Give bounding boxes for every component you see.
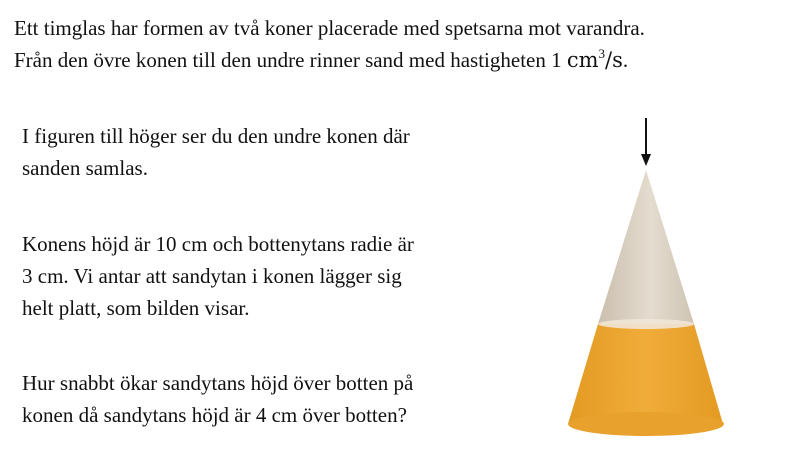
p3-line-1: Hur snabbt ökar sandytans höjd över botten på [22, 371, 414, 395]
p1-line-1: I figuren till höger ser du den undre konen där [22, 124, 410, 148]
cone-empty-part [598, 170, 694, 324]
p2-line-3: helt platt, som bilden visar. [22, 296, 250, 320]
cone-figure [548, 112, 748, 448]
rate-exponent: 3 [598, 46, 606, 61]
paragraph-question [22, 367, 522, 431]
p1-line-2: sanden samlas. [22, 156, 148, 180]
cone-base [568, 412, 724, 436]
paragraph-figure-description [22, 120, 522, 184]
intro-line-2 [14, 44, 794, 79]
p2-line-1: Konens höjd är 10 cm och bottenytans radie är [22, 232, 414, 256]
paragraph-cone-dimensions [22, 228, 522, 324]
flow-arrow-head [641, 154, 651, 166]
sand-surface [598, 319, 694, 329]
p2-line-2: 3 cm. Vi antar att sandytan i konen lägger sig [22, 264, 402, 288]
intro-line-1: Ett timglas har formen av två koner placerade med spetsarna mot varandra. [14, 16, 645, 40]
problem-intro [14, 12, 794, 79]
rate-unit: cm [566, 48, 599, 72]
p3-line-2: konen då sandytans höjd är 4 cm över botten? [22, 403, 407, 427]
intro-line-2-text: Från den övre konen till den undre rinner sand med hastigheten [14, 48, 546, 72]
rate-per: /s [605, 48, 623, 72]
cone-svg [548, 112, 748, 448]
rate-value: 1 [551, 48, 562, 72]
rate-end: . [622, 48, 629, 72]
